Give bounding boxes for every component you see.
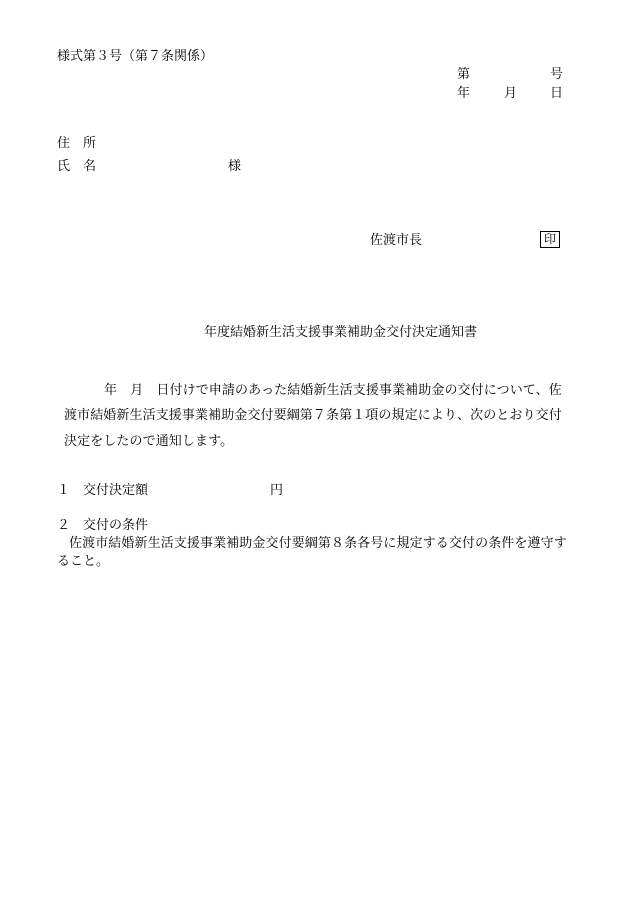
form-label: 様式第３号（第７条関係）: [57, 49, 214, 64]
document-title: 年度結婚新生活支援事業補助金交付決定通知書: [204, 325, 478, 340]
body-line-3: 決定をしたので通知します。: [64, 434, 234, 449]
issuer-title: 佐渡市長: [370, 233, 423, 248]
seal-box: [540, 231, 560, 248]
item1-label: １ 交付決定額: [57, 483, 149, 498]
date-day: 日: [550, 86, 564, 101]
seal-mark: 印: [543, 232, 556, 246]
body-line-2: 渡市結婚新生活支援事業補助金交付要綱第７条第１項の規定により、次のとおり交付: [64, 408, 562, 423]
honorific: 様: [228, 159, 242, 174]
item2-line-1: 佐渡市結婚新生活支援事業補助金交付要綱第８条各号に規定する交付の条件を遵守す: [69, 536, 567, 551]
item2-label: ２ 交付の条件: [57, 518, 149, 533]
body-line-1: 年 月 日付けで申請のあった結婚新生活支援事業補助金の交付について、佐: [104, 383, 562, 398]
item1-unit: 円: [270, 483, 284, 498]
date-year: 年: [457, 86, 471, 101]
name-label: 氏 名: [57, 159, 97, 174]
doc-number-suffix: 号: [550, 67, 564, 82]
date-month: 月: [504, 86, 518, 101]
address-label: 住 所: [57, 136, 97, 151]
item2-line-2: ること。: [57, 554, 110, 569]
doc-number-prefix: 第: [457, 67, 471, 82]
